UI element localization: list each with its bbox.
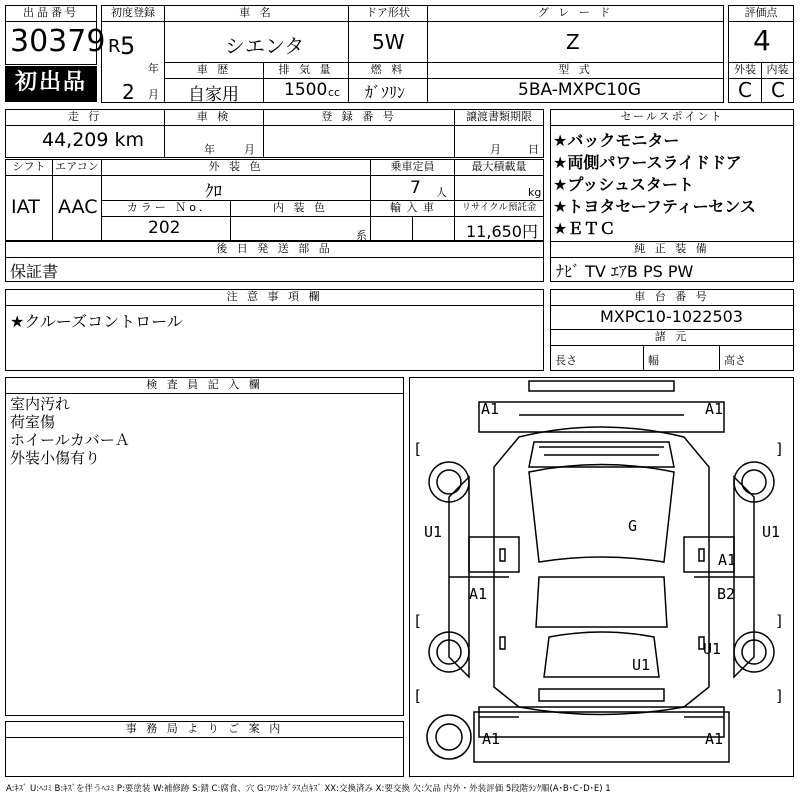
lot-label: 出品番号: [5, 5, 97, 22]
displacement-unit: cc: [328, 86, 341, 99]
color-no-value: 202: [148, 218, 181, 238]
insp-year-unit: 年: [204, 143, 215, 156]
transfer-day-unit: 日: [528, 143, 539, 156]
color-label: 外 装 色: [101, 159, 371, 176]
fuel-label: 燃 料: [348, 62, 428, 79]
damage-mark: A1: [469, 585, 488, 603]
damage-mark: A1: [718, 551, 737, 569]
damage-mark: G: [628, 517, 638, 535]
inspector-line: ホイールカバーＡ: [10, 431, 130, 449]
sales-point: ★両側パワースライドドア: [553, 153, 742, 172]
damage-mark: U1: [762, 523, 781, 541]
sales-point: ★ＥＴＣ: [553, 219, 616, 238]
era-year: 5: [120, 32, 136, 60]
inspector-line: 外装小傷有り: [10, 449, 101, 467]
load-unit: kg: [528, 186, 542, 199]
insp-month-unit: 月: [244, 143, 255, 156]
interior-color-cell: [230, 216, 371, 241]
shift-value: IAT: [11, 196, 40, 218]
damage-mark: B2: [717, 585, 736, 603]
sales-points-list: [553, 128, 793, 238]
interior-color-label: 内 装 色: [230, 200, 371, 217]
sales-label: セールスポイント: [550, 109, 794, 126]
bracket-mark: [: [413, 612, 423, 630]
grade-label: グ レ ー ド: [427, 5, 724, 22]
mileage-label: 走 行: [5, 109, 165, 126]
later-parts-cell: [5, 257, 544, 282]
office-cell: [5, 737, 404, 777]
door-value: 5W: [372, 30, 405, 54]
displacement-label: 排 気 量: [263, 62, 349, 79]
import-label: 輸 入 車: [370, 200, 455, 217]
ac-label: エアコン: [52, 159, 102, 176]
caution-value: ★クルーズコントロール: [10, 312, 183, 331]
ac-value: AAC: [58, 196, 98, 218]
chassis-value: MXPC10-1022503: [600, 307, 743, 326]
damage-mark: U1: [632, 656, 651, 674]
legend-footer: A:ｷｽﾞ U:ﾍｺﾐ B:ｷｽﾞを伴うﾍｺﾐ P:要塗装 W:補修跡 S:錆 C:腐食、穴 G:ﾌﾛﾝﾄｶﾞﾗｽ点ｷｽﾞ XX:交換済み X:要交換 欠:欠品 内外・外装評価 5段階ﾗﾝｸ順(A･B･C･D･E) 1: [6, 784, 611, 794]
equipment-label: 純 正 装 備: [550, 241, 794, 258]
mileage-value: 44,209 km: [42, 129, 145, 151]
model-label: 型 式: [427, 62, 724, 79]
spec-label: 諸 元: [550, 329, 794, 346]
damage-mark: A1: [481, 400, 500, 418]
door-label: ドア形状: [348, 5, 428, 22]
score-value: 4: [753, 24, 771, 57]
bracket-mark: ]: [775, 612, 785, 630]
chassis-label: 車 台 番 号: [550, 289, 794, 306]
spec-width-label: 幅: [648, 354, 659, 367]
spec-height-label: 高さ: [724, 354, 746, 367]
model-value: 5BA-MXPC10G: [518, 80, 642, 100]
inspector-notes: [10, 395, 130, 467]
damage-mark: A1: [482, 730, 501, 748]
bracket-mark: [: [413, 440, 423, 458]
month-unit: 月: [148, 88, 159, 101]
year-unit: 年: [148, 62, 159, 75]
later-parts-label: 後 日 発 送 部 品: [5, 241, 544, 258]
bracket-mark: ]: [775, 687, 785, 705]
import-cell-b: [412, 216, 455, 241]
bracket-mark: ]: [775, 440, 785, 458]
first-listing-badge: 初出品: [5, 66, 97, 102]
era-letter: R: [108, 36, 121, 57]
lot-number: 30379: [10, 24, 106, 59]
fuel-value: ｶﾞｿﾘﾝ: [365, 83, 406, 102]
inspection-label: 車 検: [164, 109, 264, 126]
recycle-label: リサイクル預託金: [454, 200, 544, 217]
shift-label: シフト: [5, 159, 53, 176]
inspector-line: 室内汚れ: [10, 395, 71, 413]
grade-value: Z: [566, 30, 580, 54]
spec-length-label: 長さ: [555, 354, 577, 367]
exterior-label: 外装: [728, 62, 762, 79]
reg-no-label: 登 録 番 号: [263, 109, 455, 126]
capacity-value: 7: [410, 178, 421, 198]
office-label: 事 務 局 よ り ご 案 内: [5, 721, 404, 738]
exterior-grade: C: [738, 78, 752, 102]
car-name: シエンタ: [225, 34, 305, 58]
interior-grade: C: [771, 78, 785, 102]
load-label: 最大積載量: [454, 159, 544, 176]
sales-point: ★プッシュスタート: [553, 175, 694, 194]
sales-point: ★バックモニター: [553, 131, 680, 150]
inspector-label: 検 査 員 記 入 欄: [5, 377, 404, 394]
caution-label: 注 意 事 項 欄: [5, 289, 544, 306]
transfer-month-unit: 月: [490, 143, 501, 156]
inspector-line: 荷室傷: [10, 413, 56, 431]
damage-mark: A1: [705, 400, 724, 418]
reg-month: 2: [122, 80, 135, 104]
score-label: 評価点: [728, 5, 794, 22]
damage-mark: U1: [424, 523, 443, 541]
reg-label: 初度登録: [101, 5, 165, 22]
color-no-label: カラー Ｎo.: [101, 200, 231, 217]
displacement-value: 1500: [284, 80, 328, 100]
equipment-value: ﾅﾋﾞ TV ｴｱB PS PW: [556, 262, 694, 281]
interior-color-unit: 系: [356, 229, 367, 242]
damage-mark: U1: [703, 640, 722, 658]
history-value: 自家用: [188, 85, 239, 105]
reg-no-cell: [263, 125, 455, 158]
later-parts-value: 保証書: [10, 262, 59, 281]
transfer-label: 譲渡書類期限: [454, 109, 544, 126]
capacity-label: 乗車定員: [370, 159, 455, 176]
color-value: ｸﾛ: [205, 182, 222, 202]
sales-point: ★トヨタセーフティーセンス: [553, 197, 756, 216]
car-name-label: 車 名: [164, 5, 349, 22]
bracket-mark: [: [413, 687, 423, 705]
color-cell: [101, 175, 371, 201]
recycle-value: 11,650円: [466, 222, 538, 241]
import-cell-a: [370, 216, 413, 241]
car-diagram: [409, 377, 794, 777]
history-label: 車 歴: [164, 62, 264, 79]
damage-mark: A1: [705, 730, 724, 748]
capacity-unit: 人: [436, 186, 447, 199]
interior-label: 内装: [761, 62, 794, 79]
